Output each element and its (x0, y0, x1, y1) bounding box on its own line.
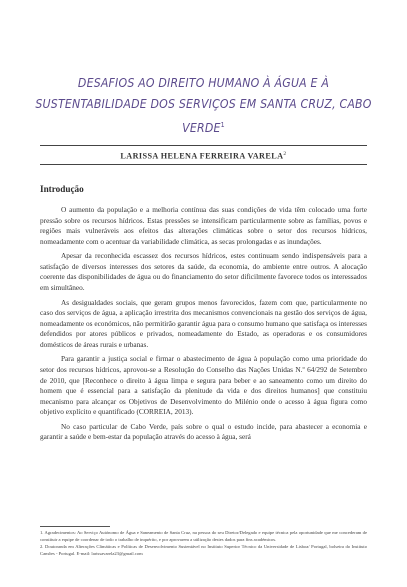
paragraph: As desigualdades sociais, que geram grupos menos favorecidos, fazem com que, particularmente no caso dos serviços de água, a aplicação irrestrita dos mecanismos convencionais na gestão dos serviços de água, nomeadamente os económicos, não permitirão garantir água para o consumo humano que satisfaça os interesses defendidos por atores públicos e privados, nomeadamente do Estado, as operadoras e os consumidores domésticos de áreas rurais e urbanas. (40, 297, 367, 349)
footnote: 1. Agradecimentos: Ao Serviço Autónomo de Água e Saneamento de Santa Cruz, na pessoa do seu Diretor/Delegado e equipe técnica pela oportunidade que me concederam de constituir a equipe de coordenar de todo o trabalho de inquérito, e por aprovarem a utilização destes dados para fins académicos. (40, 530, 367, 542)
paragraph: O aumento da população e a melhoria contínua das suas condições de vida têm colocado uma forte pressão sobre os recursos hídricos. Estas pressões se intensificam particularmente sobre as famílias, povos e regiões mais vulneráveis aos efeitos das alterações climáticas sobre o setor dos recursos hídricos, nomeadamente com o acentuar da variabilidade climática, as secas prolongadas e as inundações. (40, 205, 367, 246)
paragraph: No caso particular de Cabo Verde, país sobre o qual o estudo incide, para abastecer a economia e garantir a saúde e bem-estar da população através do acesso à água, será (40, 421, 367, 442)
article-body (40, 205, 367, 447)
paragraph: Apesar da reconhecida escassez dos recursos hídricos, estes continuam sendo indispensáveis para a satisfação de diversos interesses dos setores da saúde, da economia, do ambiente entre outros. A alocação coerente das disponibilidades de água ou do financiamento do setor dificilmente favorece todos os interessados em simultâneo. (40, 251, 367, 293)
footnote-divider (40, 526, 110, 527)
title-footnote-marker: 1 (220, 121, 225, 129)
author-footnote-marker: 2 (283, 151, 287, 157)
author-line (0, 151, 407, 161)
section-heading: Introdução (40, 184, 84, 194)
article-title-text: DESAFIOS AO DIREITO HUMANO À ÁGUA E À SUSTENTABILIDADE DOS SERVIÇOS EM SANTA CRUZ, CABO VERDE (35, 76, 372, 136)
paragraph: Para garantir a justiça social e firmar o abastecimento de água à população como uma prioridade do setor dos recursos hídricos, aprovou-se a Resolução do Conselho das Nações Unidas N.º 64/292 de Setembro de 2010, que [Reconhece o direito à água limpa e segura para beber e ao saneamento como um direito do homem que é essencial para a satisfação da plenitude da vida e dos direitos humanos] que constituiu mecanismo para alcançar os Objetivos de Desenvolvimento do Milénio onde o acesso à água figura como objetivo explícito e quantificado (CORREIA, 2013). (40, 354, 367, 417)
author-name: LARISSA HELENA FERREIRA VARELA (120, 151, 284, 161)
footnotes (40, 530, 367, 558)
article-title (30, 73, 377, 139)
footnote: 2. Doutoranda em Alterações Climáticas e Políticas de Desenvolvimento Sustentável no Instituto Superior Técnico da Universidade de Lisboa/ Portugal, bolseira do Instituto Camões - Portugal. E-mail: larissavarela23@gmail.com (40, 544, 367, 556)
author-bottom-rule (40, 164, 367, 165)
author-top-rule (40, 145, 367, 146)
